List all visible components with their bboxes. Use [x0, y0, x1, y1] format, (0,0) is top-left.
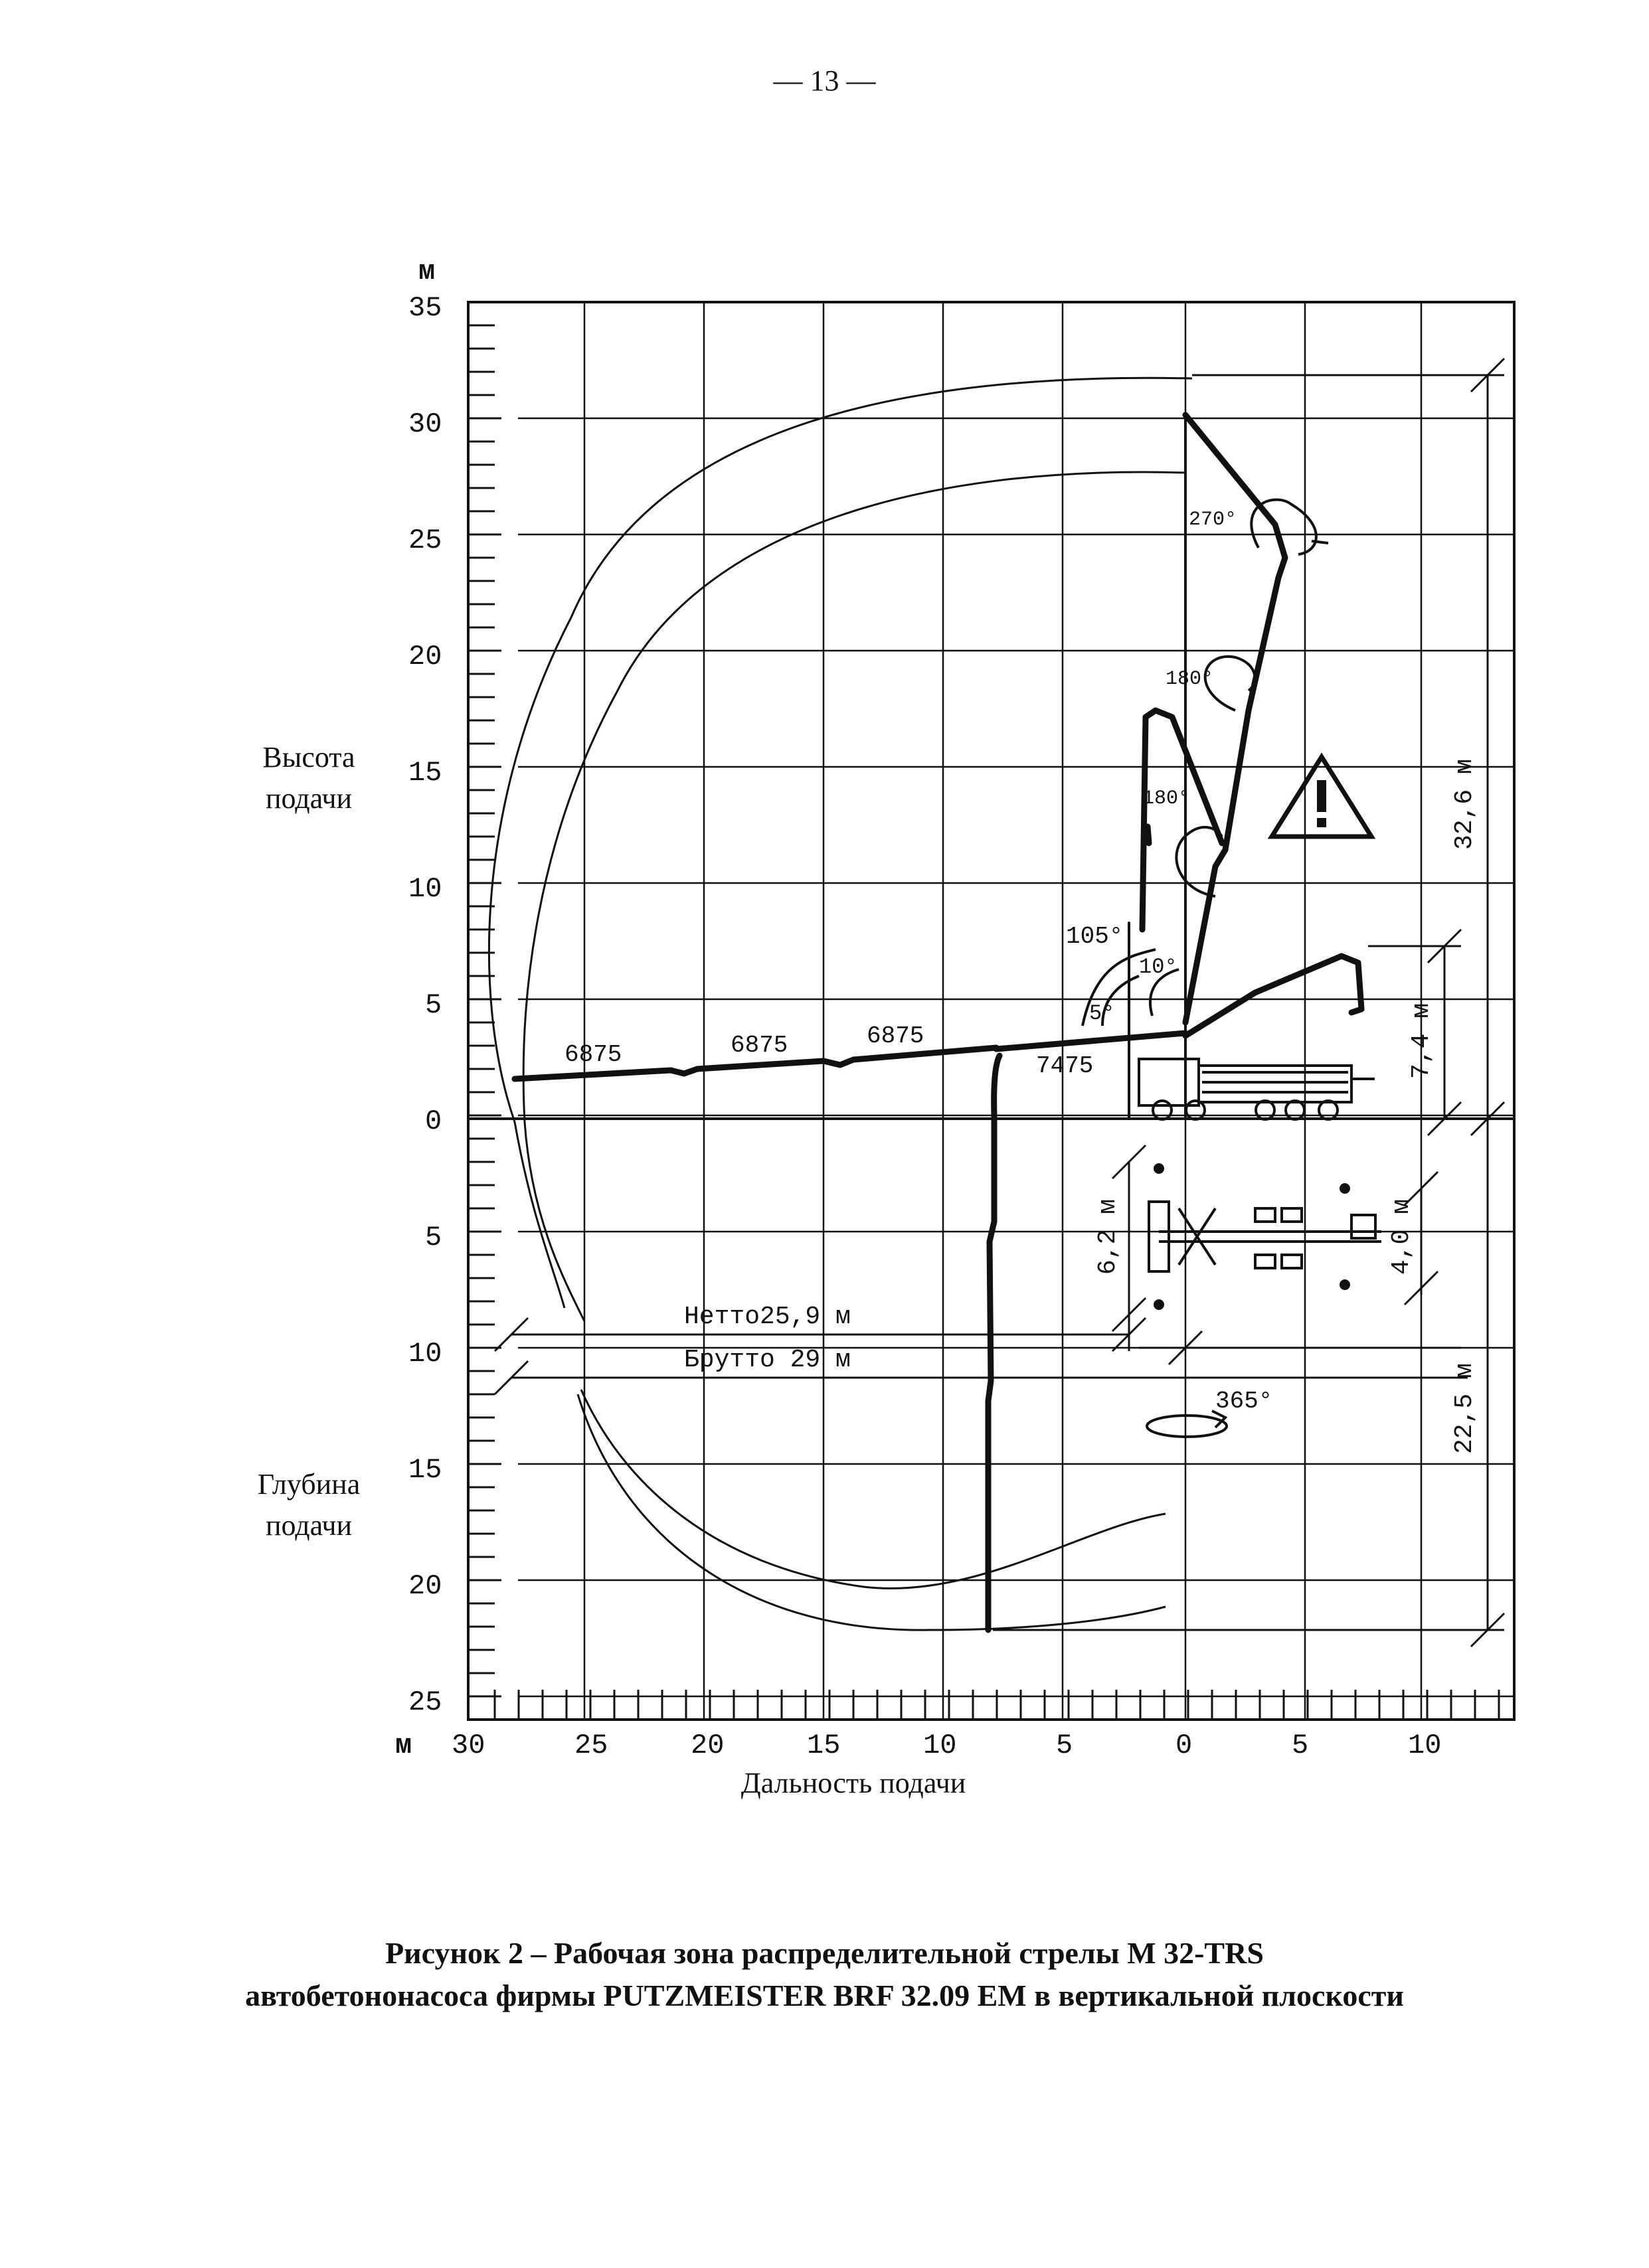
x-tick-10: 10: [923, 1730, 957, 1761]
x-tick-15: 15: [807, 1730, 841, 1761]
reach-net-label: Нетто25,9 м: [684, 1303, 851, 1331]
lower-envelope-arc-outer: [578, 1394, 1166, 1630]
grid-lines: [518, 302, 1514, 1720]
x-axis-label: Дальность подачи: [740, 1767, 966, 1799]
x-axis-unit: м: [395, 1730, 412, 1761]
y-tick-15: 15: [408, 757, 442, 789]
x-tick-plus-5: 5: [1292, 1730, 1309, 1761]
x-tick-30: 30: [452, 1730, 485, 1761]
boom-section-label-3: 6875: [867, 1022, 924, 1050]
boom-section-label-2: 6875: [731, 1032, 788, 1059]
y-tick-depth-25: 25: [408, 1686, 442, 1718]
y-tick-25: 25: [408, 525, 442, 556]
figure-caption: [0, 1932, 1649, 2017]
chassis-width-label: 4,0 м: [1387, 1198, 1416, 1275]
y-tick-0: 0: [425, 1105, 442, 1137]
y-tick-depth-5: 5: [425, 1222, 442, 1254]
depth-axis-label-line2: подачи: [265, 1509, 353, 1542]
y-tick-35: 35: [408, 292, 442, 324]
lower-envelope-arc-inner: [581, 1390, 1166, 1588]
y-axis-unit-top: м: [418, 256, 436, 287]
inner-envelope-arc: [523, 472, 1185, 1321]
y-tick-30: 30: [408, 408, 442, 440]
angle-label-180-top: 180°: [1166, 668, 1214, 690]
angle-label-180-mid: 180°: [1142, 787, 1191, 810]
y-tick-depth-10: 10: [408, 1338, 442, 1370]
y-tick-20: 20: [408, 641, 442, 673]
boom-folded-stub: [1148, 827, 1149, 843]
angle-label-105: 105°: [1066, 923, 1124, 950]
depth-axis-label-line1: Глубина: [257, 1468, 361, 1500]
x-tick-5: 5: [1056, 1730, 1073, 1761]
angle-label-5: 5°: [1089, 1001, 1115, 1026]
height-axis-label: [229, 737, 389, 819]
y-axis-tick-marks: [468, 302, 501, 1720]
depth-total-label: 22,5 м: [1450, 1363, 1479, 1454]
boom-arm: [515, 415, 1361, 1630]
depth-axis-label: [229, 1464, 389, 1546]
arc-365-rotation: [1147, 1416, 1227, 1437]
x-axis-tick-marks: [495, 1690, 1499, 1720]
height-axis-label-line1: Высота: [262, 741, 355, 773]
x-tick-plus-10: 10: [1408, 1730, 1442, 1761]
rotation-arcs: [1083, 500, 1328, 1437]
boom-base-section: [996, 1033, 1185, 1049]
vehicle-height-label: 7,4 м: [1407, 1003, 1436, 1079]
page-number: — 13 —: [773, 64, 876, 97]
caption-line-1: Рисунок 2 – Рабочая зона распределительной стрелы М 32-TRS: [385, 1936, 1264, 1970]
x-tick-20: 20: [691, 1730, 725, 1761]
outrigger-width-label: 6,2 м: [1094, 1198, 1122, 1275]
truck-plan-view-icon: [1129, 1162, 1421, 1351]
height-axis-label-line2: подачи: [265, 782, 353, 815]
working-envelope: [489, 378, 1192, 1630]
angle-label-365: 365°: [1215, 1388, 1273, 1415]
boom-down-section: [988, 1056, 999, 1630]
outer-envelope-arc: [489, 378, 1192, 1308]
caption-line-2: автобетононасоса фирмы PUTZMEISTER BRF 32.09 ЕМ в вертикальной плоскости: [245, 1979, 1404, 2012]
dimension-lines: [495, 359, 1504, 1647]
y-tick-depth-15: 15: [408, 1454, 442, 1486]
warning-icon: [1272, 757, 1371, 837]
boom-stowed: [1185, 956, 1361, 1036]
height-total-label: 32,6 м: [1450, 759, 1479, 850]
y-tick-10: 10: [408, 873, 442, 905]
boom-section-label-1: 6875: [564, 1041, 622, 1068]
boom-raised-mast: [1185, 415, 1285, 1022]
angle-label-10: 10°: [1139, 955, 1177, 979]
boom-section-label-4: 7475: [1036, 1052, 1094, 1080]
angle-label-270: 270°: [1189, 509, 1237, 531]
x-tick-25: 25: [574, 1730, 608, 1761]
truck-side-view-icon: [1139, 1059, 1375, 1119]
x-tick-0: 0: [1175, 1730, 1193, 1761]
y-tick-depth-20: 20: [408, 1570, 442, 1602]
reach-gross-label: Брутто 29 м: [684, 1346, 851, 1374]
y-tick-5: 5: [425, 989, 442, 1021]
